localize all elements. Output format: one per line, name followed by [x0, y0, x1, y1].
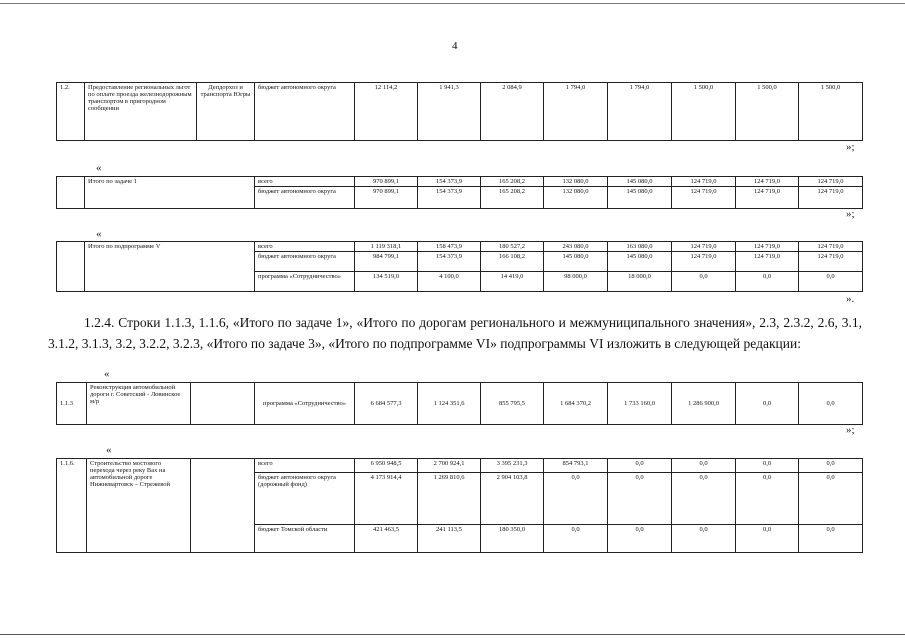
row-source: программа «Сотрудничество»: [255, 272, 355, 292]
row-source: бюджет автономного округа (дорожный фонд): [255, 473, 355, 525]
row-number: 1.1.3: [57, 383, 87, 425]
value-cell: 0,0: [799, 383, 863, 425]
row-source: всего: [255, 177, 355, 187]
scan-edge-top: [0, 3, 905, 4]
value-cell: 4 173 914,4: [355, 473, 418, 525]
value-cell: 163 080,0: [608, 242, 672, 252]
value-cell: 970 899,1: [355, 177, 418, 187]
value-cell: 166 108,2: [481, 252, 544, 272]
value-cell: 0,0: [608, 473, 672, 525]
close-quote: ».: [846, 293, 855, 305]
value-cell: 0,0: [544, 473, 608, 525]
row-name: Строительство мостового перехода через реку Вах на автомобильной дороге Нижневартовск – Стрежевой: [87, 459, 191, 553]
value-cell: 124 719,0: [736, 242, 799, 252]
value-cell: 4 100,0: [418, 272, 481, 292]
value-cell: 0,0: [736, 459, 799, 473]
value-cell: 124 719,0: [672, 252, 736, 272]
value-cell: 1 119 318,1: [355, 242, 418, 252]
row-source: всего: [255, 242, 355, 252]
value-cell: 154 373,9: [418, 252, 481, 272]
value-cell: 243 080,0: [544, 242, 608, 252]
row-source: бюджет Томской области: [255, 525, 355, 553]
table-row-1-1-3: [56, 382, 863, 425]
value-cell: 1 794,0: [608, 83, 672, 141]
table-total-subprogram-5: [56, 241, 863, 292]
value-cell: 6 950 948,5: [355, 459, 418, 473]
value-cell: 124 719,0: [799, 177, 863, 187]
value-cell: 145 080,0: [608, 187, 672, 209]
open-quote: «: [96, 228, 102, 240]
value-cell: 154 373,9: [418, 187, 481, 209]
row-name: Реконструкция автомобильной дороги г. Советский - Ловинское м/р: [87, 383, 191, 425]
close-quote: »;: [846, 208, 855, 220]
close-quote: »;: [846, 141, 855, 153]
value-cell: 970 899,1: [355, 187, 418, 209]
amendment-paragraph: 1.2.4. Строки 1.1.3, 1.1.6, «Итого по задаче 1», «Итого по дорогам регионального и межмуниципального значения», 2.3, 2.3.2, 2.6, 3.1, 3.1.2, 3.1.3, 3.2, 3.2.2, 3.2.3, «Итого по задаче 3», «Итого по подпрограмме VI» подпрограммы VI изложить в следующей редакции:: [48, 315, 862, 351]
value-cell: 1 794,0: [544, 83, 608, 141]
value-cell: 0,0: [799, 272, 863, 292]
value-cell: 854 793,1: [544, 459, 608, 473]
value-cell: 180 527,2: [481, 242, 544, 252]
value-cell: 0,0: [672, 459, 736, 473]
value-cell: 0,0: [608, 525, 672, 553]
value-cell: 1 941,3: [418, 83, 481, 141]
row-executor: [191, 459, 255, 553]
value-cell: 12 114,2: [355, 83, 418, 141]
row-source: программа «Сотрудничество»: [255, 383, 355, 425]
value-cell: 124 719,0: [799, 187, 863, 209]
value-cell: 1 124 351,6: [418, 383, 481, 425]
value-cell: 145 080,0: [544, 252, 608, 272]
value-cell: 1 500,0: [672, 83, 736, 141]
value-cell: 3 395 231,3: [481, 459, 544, 473]
value-cell: 984 799,1: [355, 252, 418, 272]
scan-edge-bottom: [0, 634, 905, 635]
table-total-task-1: [56, 176, 863, 209]
value-cell: 0,0: [736, 272, 799, 292]
value-cell: 14 419,0: [481, 272, 544, 292]
row-source: бюджет автономного округа: [255, 83, 355, 141]
row-source: бюджет автономного округа: [255, 187, 355, 209]
page-number: 4: [452, 40, 458, 52]
value-cell: 124 719,0: [736, 187, 799, 209]
value-cell: 855 795,5: [481, 383, 544, 425]
value-cell: 145 080,0: [608, 252, 672, 272]
value-cell: 0,0: [799, 525, 863, 553]
value-cell: 98 000,0: [544, 272, 608, 292]
table-row: [57, 177, 863, 187]
value-cell: 154 373,9: [418, 177, 481, 187]
table-row: [57, 383, 863, 425]
row-number: [57, 177, 85, 209]
table-row: [57, 459, 863, 473]
row-name: Итого по подпрограмме V: [85, 242, 255, 292]
value-cell: 0,0: [544, 525, 608, 553]
table-row-1-1-6: [56, 458, 863, 553]
value-cell: 165 208,2: [481, 187, 544, 209]
value-cell: 0,0: [672, 272, 736, 292]
value-cell: 124 719,0: [799, 252, 863, 272]
value-cell: 6 684 577,3: [355, 383, 418, 425]
row-name: Предоставление региональных льгот по оплате проезда железнодорожным транспортом в пригородном сообщении: [85, 83, 197, 141]
row-name: Итого по задаче 1: [85, 177, 255, 209]
table-row-1-2: [56, 82, 863, 141]
value-cell: 1 286 900,0: [672, 383, 736, 425]
value-cell: 165 208,2: [481, 177, 544, 187]
value-cell: 158 473,9: [418, 242, 481, 252]
open-quote: «: [106, 444, 112, 456]
close-quote: »;: [846, 424, 855, 436]
value-cell: 180 350,0: [481, 525, 544, 553]
value-cell: 2 084,9: [481, 83, 544, 141]
value-cell: 124 719,0: [736, 252, 799, 272]
row-source: всего: [255, 459, 355, 473]
value-cell: 0,0: [736, 473, 799, 525]
table-row: [57, 83, 863, 141]
row-source: бюджет автономного округа: [255, 252, 355, 272]
value-cell: 18 000,0: [608, 272, 672, 292]
value-cell: 2 700 924,1: [418, 459, 481, 473]
value-cell: 1 684 370,2: [544, 383, 608, 425]
value-cell: 145 080,0: [608, 177, 672, 187]
value-cell: 132 080,0: [544, 187, 608, 209]
row-executor: Депдорхоз и транспорта Югры: [197, 83, 255, 141]
value-cell: 2 904 103,8: [481, 473, 544, 525]
value-cell: 124 719,0: [736, 177, 799, 187]
value-cell: 1 500,0: [799, 83, 863, 141]
value-cell: 0,0: [736, 525, 799, 553]
value-cell: 0,0: [799, 473, 863, 525]
value-cell: 421 463,5: [355, 525, 418, 553]
value-cell: 1 500,0: [736, 83, 799, 141]
value-cell: 0,0: [799, 459, 863, 473]
table-row: [57, 242, 863, 252]
row-number: 1.1.6.: [57, 459, 87, 553]
row-number: [57, 242, 85, 292]
value-cell: 124 719,0: [672, 177, 736, 187]
value-cell: 132 080,0: [544, 177, 608, 187]
value-cell: 0,0: [736, 383, 799, 425]
value-cell: 1 733 160,0: [608, 383, 672, 425]
value-cell: 0,0: [672, 473, 736, 525]
value-cell: 0,0: [608, 459, 672, 473]
open-quote: «: [96, 162, 102, 174]
value-cell: 0,0: [672, 525, 736, 553]
value-cell: 124 719,0: [672, 187, 736, 209]
open-quote: «: [104, 368, 110, 380]
row-executor: [191, 383, 255, 425]
value-cell: 241 113,5: [418, 525, 481, 553]
value-cell: 124 719,0: [672, 242, 736, 252]
value-cell: 134 519,0: [355, 272, 418, 292]
value-cell: 1 269 810,6: [418, 473, 481, 525]
row-number: 1.2.: [57, 83, 85, 141]
value-cell: 124 719,0: [799, 242, 863, 252]
